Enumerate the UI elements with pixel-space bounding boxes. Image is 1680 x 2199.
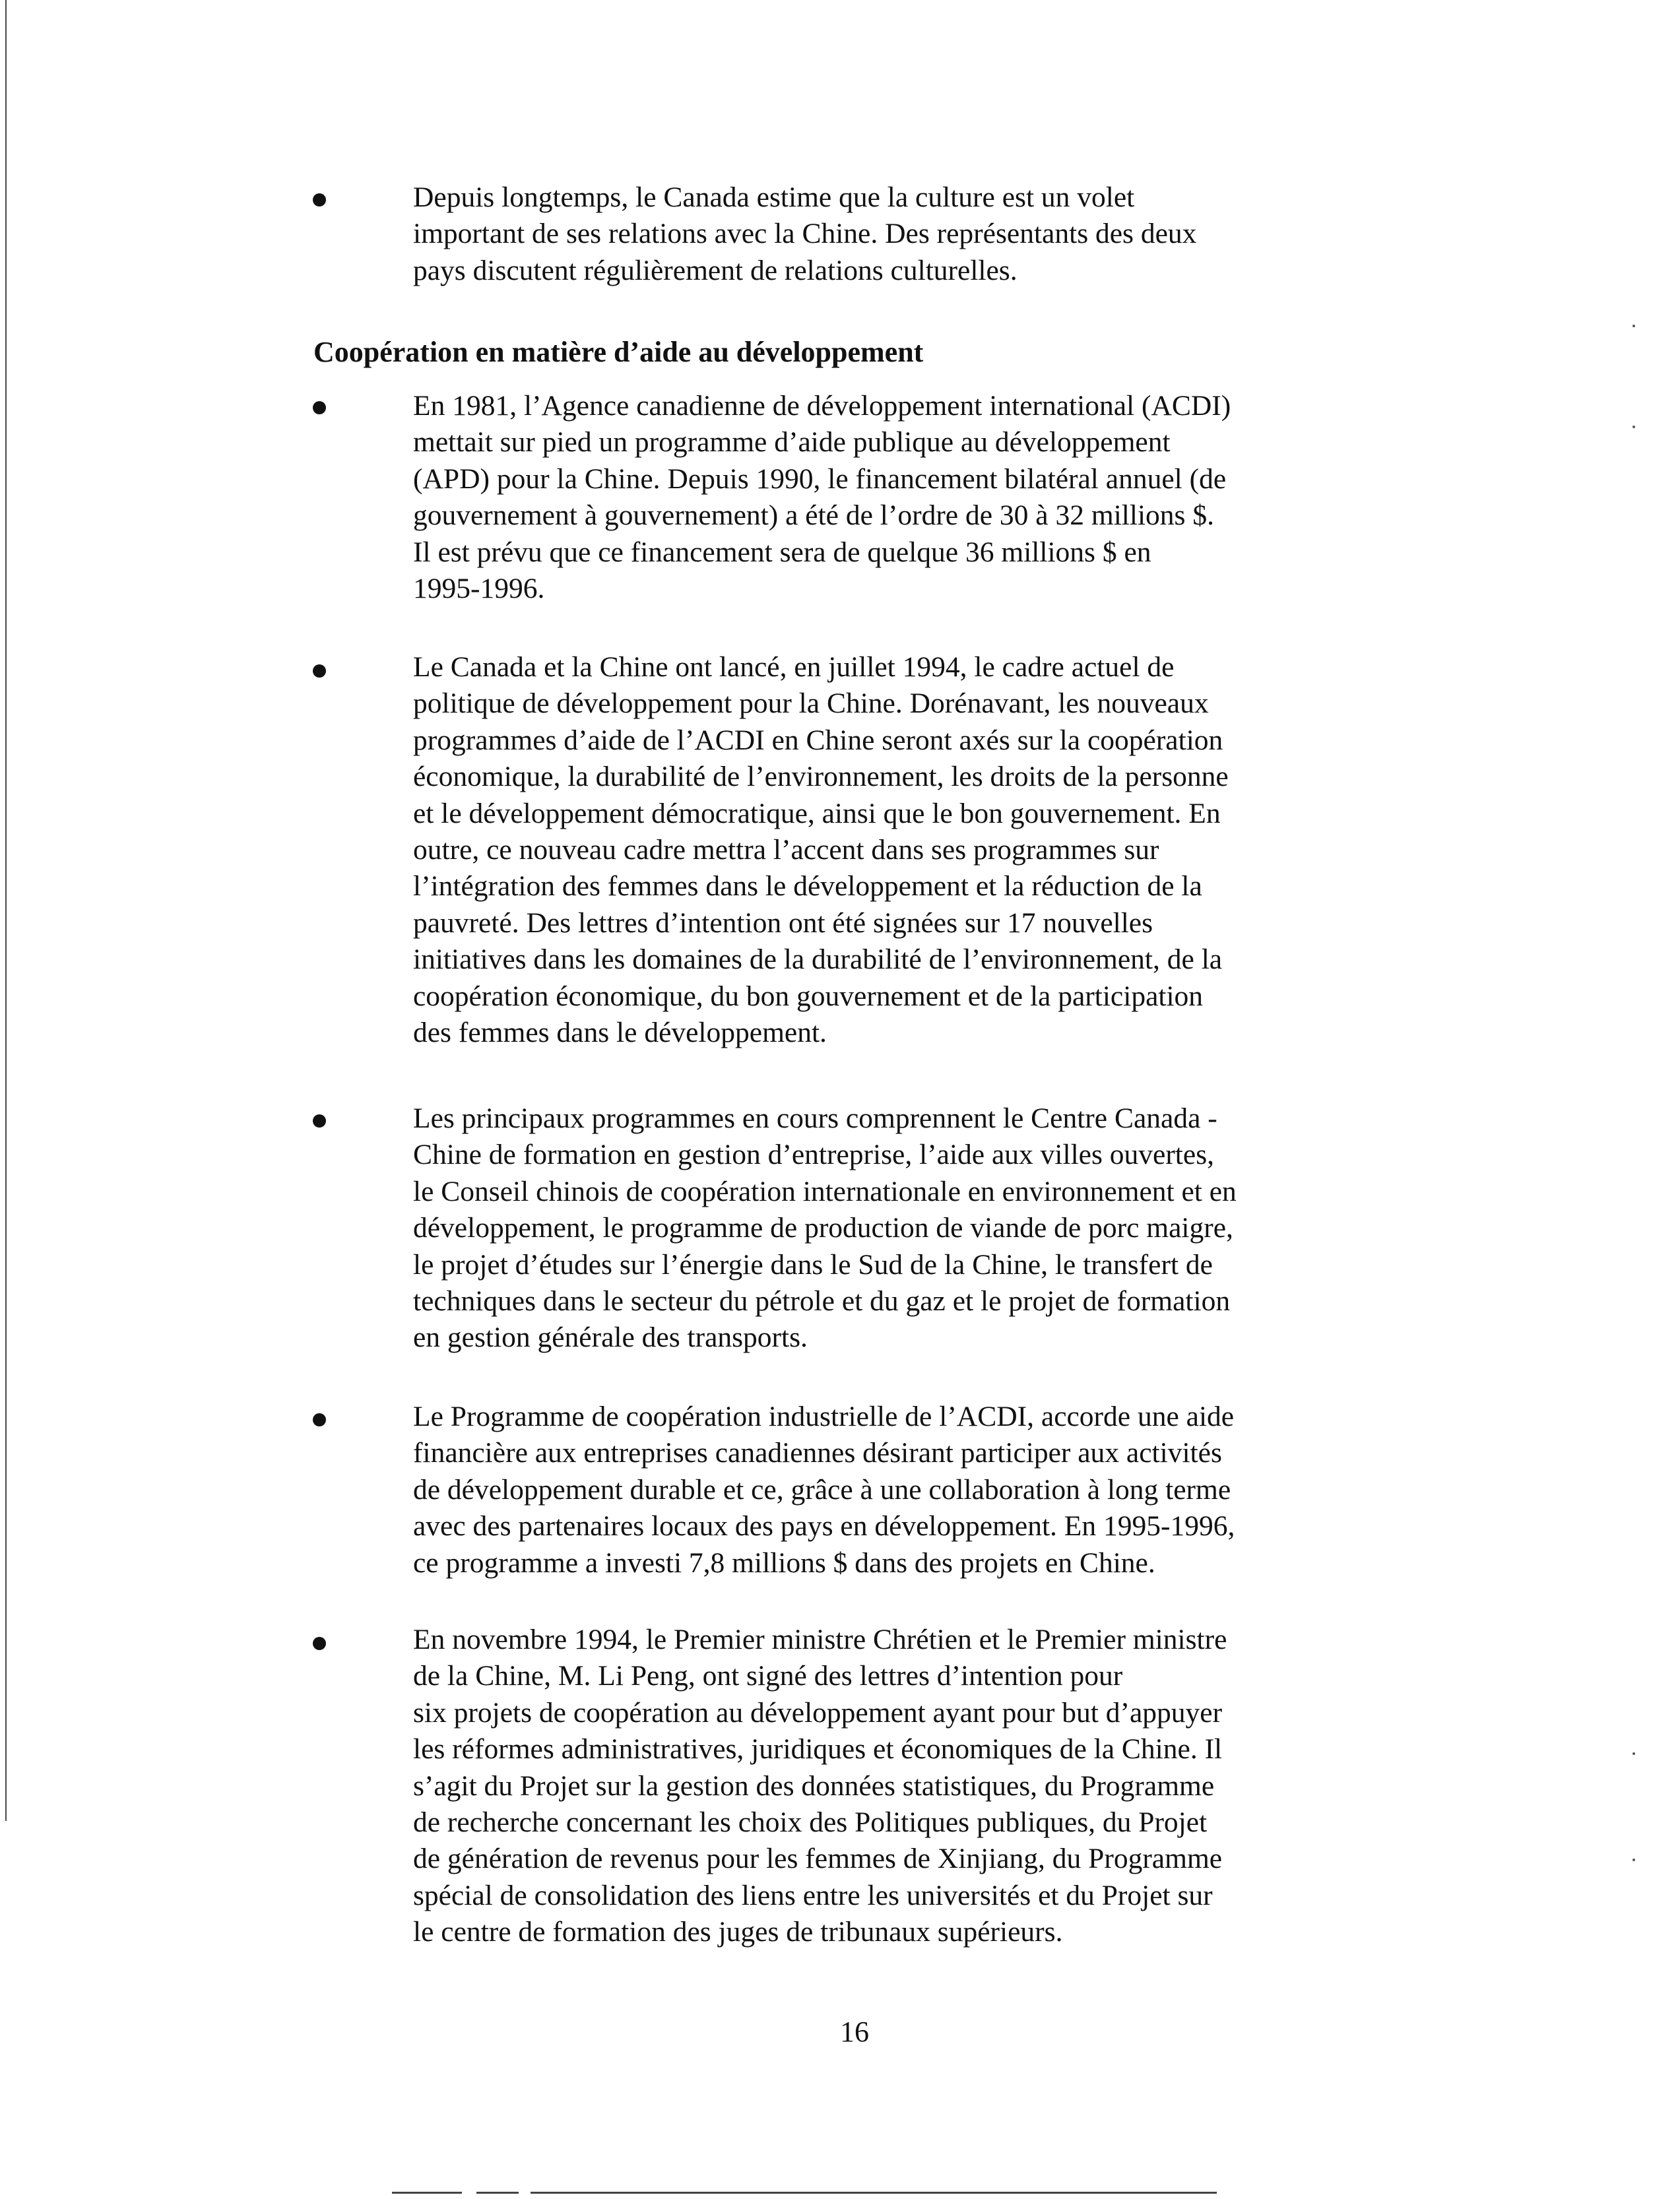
text-line: mettait sur pied un programme d’aide publique au développement [413, 426, 1171, 459]
text-line: Les principaux programmes en cours comprennent le Centre Canada - [413, 1102, 1217, 1134]
scan-speck [1632, 1859, 1635, 1861]
text-line: coopération économique, du bon gouvernement et de la participation [413, 980, 1204, 1012]
text-line: outre, ce nouveau cadre mettra l’accent dans ses programmes sur [413, 834, 1159, 866]
section-heading: Coopération en matière d’aide au développement [313, 336, 924, 368]
text-line: financière aux entreprises canadiennes désirant participer aux activités [413, 1437, 1222, 1469]
text-line: les réformes administratives, juridiques et économiques de la Chine. Il [413, 1733, 1223, 1766]
bullet-dot [313, 193, 326, 207]
bullet-marker [313, 1114, 379, 1180]
text-line: 1995-1996. [413, 573, 545, 605]
paragraph-policy-framework [413, 649, 1396, 1051]
text-line: le centre de formation des juges de tribunaux supérieurs. [413, 1916, 1063, 1948]
paragraph-main-programs [413, 1100, 1396, 1356]
bottom-rule [531, 2192, 1217, 2194]
paragraph-culture [413, 179, 1396, 289]
text-line: pauvreté. Des lettres d’intention ont été signées sur 17 nouvelles [413, 907, 1153, 939]
text-line: six projets de coopération au développement ayant pour but d’appuyer [413, 1696, 1223, 1729]
text-line: l’intégration des femmes dans le développement et la réduction de la [413, 870, 1202, 903]
text-line: de développement durable et ce, grâce à une collaboration à long terme [413, 1473, 1231, 1506]
bullet-marker [313, 401, 379, 467]
bullet-dot [313, 1637, 326, 1650]
text-line: avec des partenaires locaux des pays en développement. En 1995-1996, [413, 1510, 1235, 1543]
scan-edge-line [5, 0, 7, 1821]
text-line: Chine de formation en gestion d’entreprise, l’aide aux villes ouvertes, [413, 1139, 1215, 1171]
text-line: ce programme a investi 7,8 millions $ dans des projets en Chine. [413, 1546, 1155, 1579]
bullet-dot [313, 664, 326, 678]
bottom-rule [392, 2192, 462, 2194]
text-line: Il est prévu que ce financement sera de quelque 36 millions $ en [413, 536, 1151, 568]
bullet-marker [313, 193, 379, 259]
text-line: le Conseil chinois de coopération internationale en environnement et en [413, 1175, 1237, 1207]
text-line: s’agit du Projet sur la gestion des données statistiques, du Programme [413, 1769, 1215, 1802]
text-line: pays discutent régulièrement de relations culturelles. [413, 254, 1018, 286]
paragraph-industrial-cooperation [413, 1399, 1396, 1581]
bullet-dot [313, 401, 326, 414]
text-line: en gestion générale des transports. [413, 1322, 808, 1354]
text-line: spécial de consolidation des liens entre les universités et du Projet sur [413, 1879, 1213, 1911]
text-line: et le développement démocratique, ainsi que le bon gouvernement. En [413, 797, 1221, 829]
text-line: le projet d’études sur l’énergie dans le Sud de la Chine, le transfert de [413, 1248, 1213, 1281]
bullet-marker [313, 664, 379, 730]
text-line: important de ses relations avec la Chine. Des représentants des deux [413, 218, 1197, 250]
scan-speck [1632, 1752, 1635, 1755]
text-line: des femmes dans le développement. [413, 1017, 827, 1049]
text-line: économique, la durabilité de l’environnement, les droits de la personne [413, 761, 1229, 793]
paragraph-november-1994 [413, 1622, 1396, 1951]
text-line: de génération de revenus pour les femmes de Xinjiang, du Programme [413, 1843, 1223, 1875]
scan-speck [1632, 426, 1635, 428]
text-line: gouvernement à gouvernement) a été de l’ordre de 30 à 32 millions $. [413, 499, 1214, 532]
text-line: de la Chine, M. Li Peng, ont signé des lettres d’intention pour [413, 1660, 1123, 1692]
bullet-dot [313, 1114, 326, 1128]
text-line: initiatives dans les domaines de la durabilité de l’environnement, de la [413, 943, 1223, 976]
scan-speck [1632, 325, 1635, 327]
text-line: programmes d’aide de l’ACDI en Chine seront axés sur la coopération [413, 724, 1223, 756]
bullet-dot [313, 1413, 326, 1426]
text-line: En 1981, l’Agence canadienne de développement international (ACDI) [413, 390, 1231, 422]
text-line: de recherche concernant les choix des Politiques publiques, du Projet [413, 1806, 1208, 1839]
text-line: Depuis longtemps, le Canada estime que la culture est un volet [413, 181, 1135, 213]
text-line: (APD) pour la Chine. Depuis 1990, le financement bilatéral annuel (de [413, 462, 1227, 495]
text-line: Le Canada et la Chine ont lancé, en juillet 1994, le cadre actuel de [413, 651, 1175, 683]
bottom-rule [476, 2192, 519, 2194]
text-line: politique de développement pour la Chine. Dorénavant, les nouveaux [413, 687, 1209, 720]
bullet-marker [313, 1413, 379, 1479]
text-line: Le Programme de coopération industrielle de l’ACDI, accorde une aide [413, 1401, 1235, 1432]
page-number: 16 [840, 2016, 869, 2048]
text-line: développement, le programme de production de viande de porc maigre, [413, 1212, 1233, 1244]
bullet-marker [313, 1637, 379, 1703]
text-line: En novembre 1994, le Premier ministre Chrétien et le Premier ministre [413, 1624, 1227, 1655]
paragraph-acdi-1981 [413, 388, 1396, 607]
text-line: techniques dans le secteur du pétrole et du gaz et le projet de formation [413, 1285, 1231, 1318]
